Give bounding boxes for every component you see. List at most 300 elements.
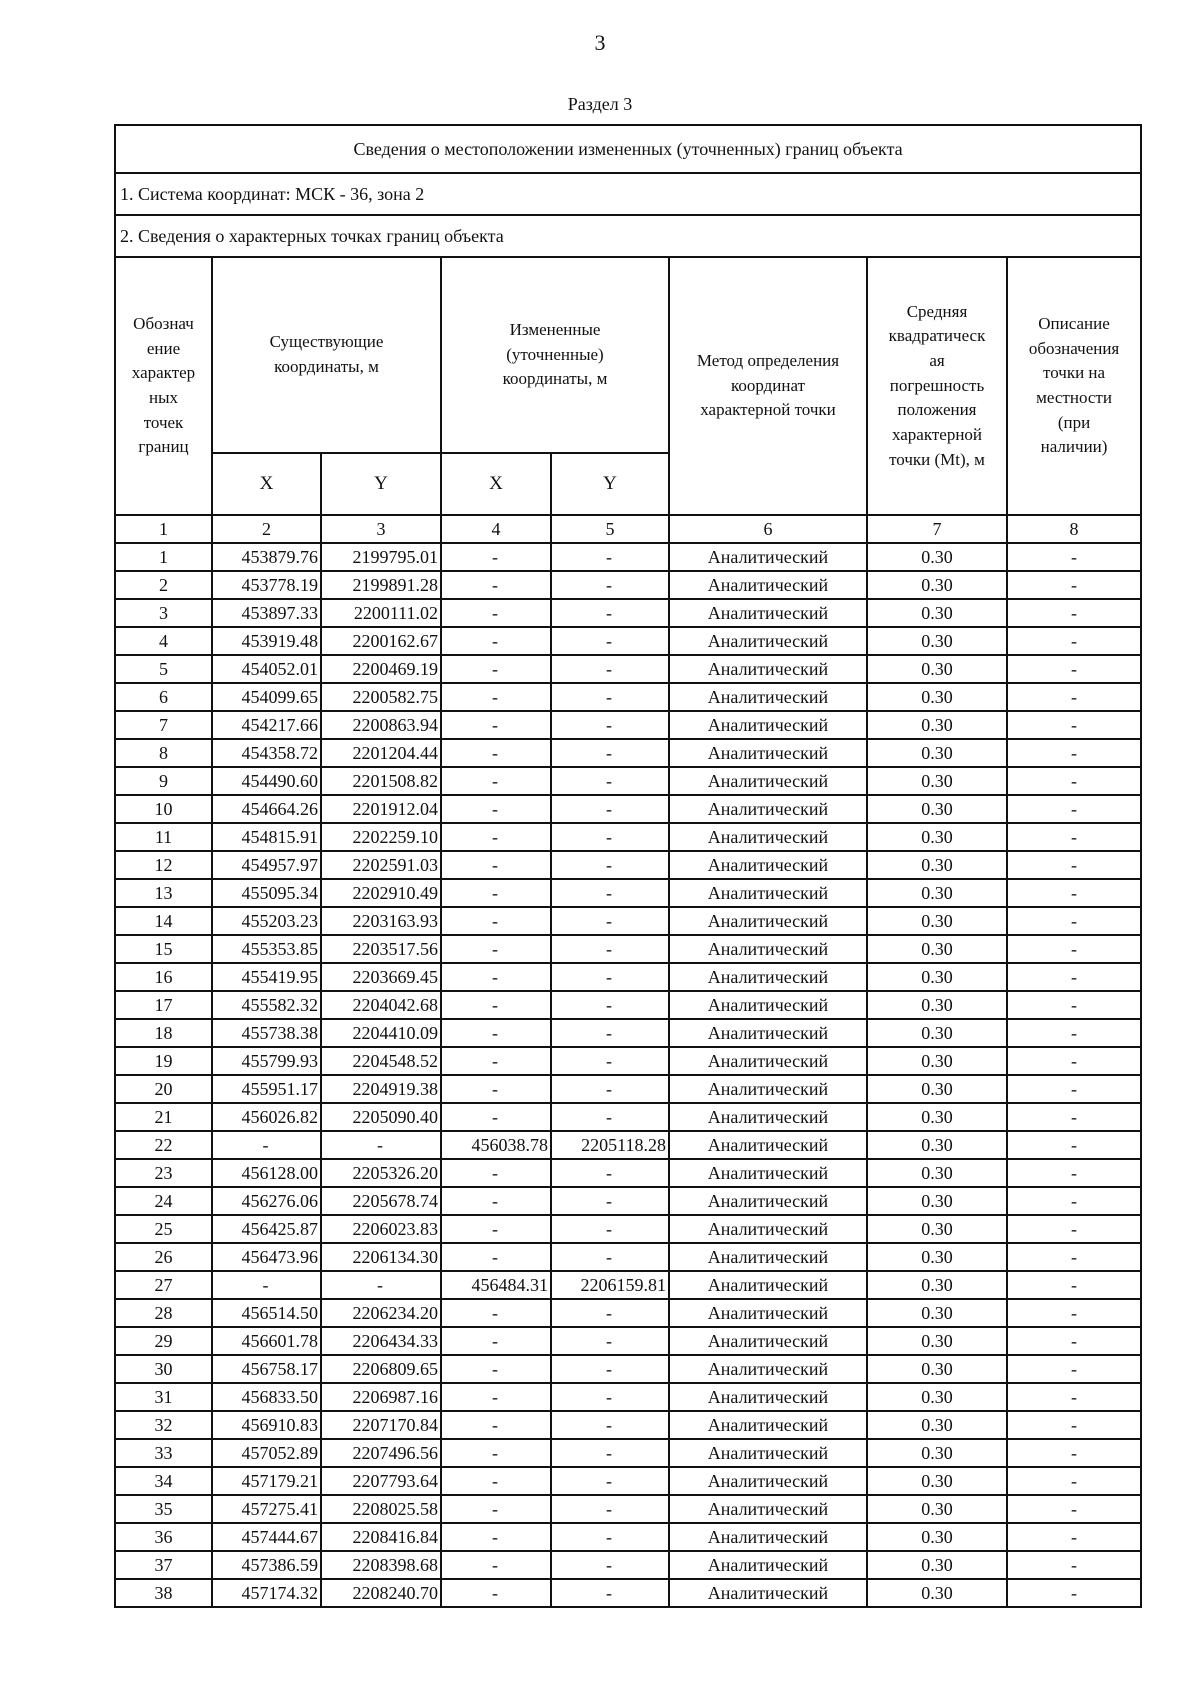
mean-error-cell: 0.30 [867,1327,1007,1355]
point-id-cell: 26 [115,1243,212,1271]
changed-y-cell: - [551,711,669,739]
changed-x-cell: - [441,963,551,991]
changed-x-cell: - [441,1467,551,1495]
changed-y-cell: - [551,1243,669,1271]
changed-x-cell: - [441,1103,551,1131]
point-id-cell: 29 [115,1327,212,1355]
description-cell: - [1007,1299,1141,1327]
header-changed-l2: (уточненные) [506,344,604,364]
existing-x-cell: 454957.97 [212,851,321,879]
table-row [115,1271,1141,1299]
changed-x-cell: - [441,1495,551,1523]
changed-x-cell: - [441,1215,551,1243]
point-id-cell: 32 [115,1411,212,1439]
table-row [115,1103,1141,1131]
table-row [115,907,1141,935]
mean-error-cell: 0.30 [867,1075,1007,1103]
changed-y-cell: - [551,1047,669,1075]
table-row [115,1495,1141,1523]
point-id-cell: 3 [115,599,212,627]
section-title: Раздел 3 [567,94,633,114]
existing-x-cell: 453879.76 [212,543,321,571]
mean-error-cell: 0.30 [867,1159,1007,1187]
changed-y-cell: - [551,655,669,683]
header-method-l2: координат [730,375,806,395]
existing-y-cell: - [321,1271,441,1299]
description-cell: - [1007,1467,1141,1495]
point-id-cell: 2 [115,571,212,599]
changed-x-cell: - [441,1075,551,1103]
column-number: 6 [669,515,867,543]
changed-y-cell: - [551,1551,669,1579]
mean-error-cell: 0.30 [867,963,1007,991]
header-point-designation-l5: точек [143,412,184,432]
description-cell: - [1007,739,1141,767]
mean-error-cell: 0.30 [867,879,1007,907]
changed-y-cell: - [551,1579,669,1607]
header-error-l7: точки (Mt), м [889,449,985,469]
header-point-designation-l6: границ [138,437,189,457]
changed-y-cell: - [551,1523,669,1551]
existing-y-cell: 2204410.09 [321,1019,441,1047]
changed-y-cell: - [551,1439,669,1467]
changed-x-cell: - [441,907,551,935]
existing-y-cell: 2203517.56 [321,935,441,963]
method-cell: Аналитический [669,1271,867,1299]
existing-y-cell: 2207496.56 [321,1439,441,1467]
existing-x-cell: 453919.48 [212,627,321,655]
method-cell: Аналитический [669,1467,867,1495]
existing-x-cell: 455951.17 [212,1075,321,1103]
method-cell: Аналитический [669,907,867,935]
method-cell: Аналитический [669,1187,867,1215]
description-cell: - [1007,879,1141,907]
changed-x-cell: 456038.78 [441,1131,551,1159]
existing-x-cell: 456425.87 [212,1215,321,1243]
changed-y-cell: - [551,627,669,655]
existing-x-cell: 457179.21 [212,1467,321,1495]
description-cell: - [1007,1187,1141,1215]
method-cell: Аналитический [669,1383,867,1411]
changed-x-cell: - [441,1159,551,1187]
existing-y-cell: 2208240.70 [321,1579,441,1607]
table-row [115,739,1141,767]
existing-y-cell: 2206809.65 [321,1355,441,1383]
changed-y-cell: - [551,1467,669,1495]
existing-x-cell: 456833.50 [212,1383,321,1411]
table-row [115,1075,1141,1103]
header-method-l1: Метод определения [696,351,840,371]
method-cell: Аналитический [669,1243,867,1271]
description-cell: - [1007,1383,1141,1411]
table-row [115,655,1141,683]
header-error-l5: положения [897,400,977,420]
point-id-cell: 19 [115,1047,212,1075]
existing-x-cell: 456758.17 [212,1355,321,1383]
header-error-l2: квадратическ [888,326,986,346]
changed-y-cell: - [551,963,669,991]
changed-y-cell: - [551,1355,669,1383]
method-cell: Аналитический [669,1551,867,1579]
description-cell: - [1007,1159,1141,1187]
changed-x-cell: - [441,823,551,851]
changed-y-cell: - [551,683,669,711]
method-cell: Аналитический [669,1103,867,1131]
changed-y-cell: - [551,1019,669,1047]
existing-y-cell: 2203163.93 [321,907,441,935]
changed-y-cell: - [551,1411,669,1439]
existing-x-cell: 457275.41 [212,1495,321,1523]
changed-y-cell: - [551,1075,669,1103]
changed-x-cell: - [441,1299,551,1327]
point-id-cell: 21 [115,1103,212,1131]
header-changed-l3: координаты, м [502,369,608,389]
method-cell: Аналитический [669,683,867,711]
mean-error-cell: 0.30 [867,1215,1007,1243]
changed-x-cell: - [441,1047,551,1075]
point-id-cell: 1 [115,543,212,571]
changed-x-cell: - [441,683,551,711]
description-cell: - [1007,599,1141,627]
description-cell: - [1007,1075,1141,1103]
existing-x-cell: - [212,1131,321,1159]
changed-x-cell: - [441,991,551,1019]
existing-y-cell: 2200863.94 [321,711,441,739]
point-id-cell: 10 [115,795,212,823]
header-changed-l1: Измененные [509,320,601,340]
changed-x-cell: 456484.31 [441,1271,551,1299]
method-cell: Аналитический [669,1159,867,1187]
existing-y-cell: 2200469.19 [321,655,441,683]
description-cell: - [1007,1215,1141,1243]
header-method [669,257,867,515]
header-desc-l1: Описание [1038,314,1110,334]
method-cell: Аналитический [669,767,867,795]
changed-x-cell: - [441,1187,551,1215]
page-number: 3 [594,30,606,55]
method-cell: Аналитический [669,1019,867,1047]
method-cell: Аналитический [669,543,867,571]
existing-x-cell: 456128.00 [212,1159,321,1187]
existing-x-cell: 455419.95 [212,963,321,991]
point-id-cell: 16 [115,963,212,991]
mean-error-cell: 0.30 [867,599,1007,627]
point-id-cell: 11 [115,823,212,851]
description-cell: - [1007,1327,1141,1355]
point-id-cell: 36 [115,1523,212,1551]
existing-y-cell: - [321,1131,441,1159]
method-cell: Аналитический [669,655,867,683]
changed-y-cell: - [551,1327,669,1355]
table-row [115,767,1141,795]
existing-x-cell: 454217.66 [212,711,321,739]
description-cell: - [1007,1047,1141,1075]
existing-y-cell: 2201912.04 [321,795,441,823]
existing-x-cell: 457174.32 [212,1579,321,1607]
point-id-cell: 28 [115,1299,212,1327]
mean-error-cell: 0.30 [867,1187,1007,1215]
existing-x-cell: 455353.85 [212,935,321,963]
description-cell: - [1007,823,1141,851]
point-id-cell: 7 [115,711,212,739]
description-cell: - [1007,1243,1141,1271]
existing-y-cell: 2204548.52 [321,1047,441,1075]
header-method-l3: характерной точки [700,400,836,420]
existing-x-cell: 455799.93 [212,1047,321,1075]
description-cell: - [1007,1019,1141,1047]
column-number: 1 [115,515,212,543]
description-cell: - [1007,1271,1141,1299]
existing-x-cell: 456910.83 [212,1411,321,1439]
header-error-l6: характерной [891,424,983,444]
table-row [115,1131,1141,1159]
changed-x-cell: - [441,1243,551,1271]
header-desc-l2: обозначения [1028,338,1120,358]
method-cell: Аналитический [669,1131,867,1159]
method-cell: Аналитический [669,1075,867,1103]
table-row [115,1551,1141,1579]
header-existing-y: Y [321,453,441,515]
point-id-cell: 15 [115,935,212,963]
column-number: 2 [212,515,321,543]
description-cell: - [1007,655,1141,683]
changed-y-cell: - [551,1103,669,1131]
mean-error-cell: 0.30 [867,1495,1007,1523]
description-cell: - [1007,1131,1141,1159]
point-id-cell: 27 [115,1271,212,1299]
changed-y-cell: - [551,739,669,767]
header-description [1007,257,1141,515]
table-row [115,1243,1141,1271]
existing-y-cell: 2201204.44 [321,739,441,767]
changed-x-cell: - [441,935,551,963]
existing-x-cell: 454490.60 [212,767,321,795]
description-cell: - [1007,1551,1141,1579]
changed-y-cell: 2205118.28 [551,1131,669,1159]
table-row [115,851,1141,879]
mean-error-cell: 0.30 [867,711,1007,739]
existing-y-cell: 2202259.10 [321,823,441,851]
method-cell: Аналитический [669,1047,867,1075]
point-id-cell: 34 [115,1467,212,1495]
point-id-cell: 23 [115,1159,212,1187]
method-cell: Аналитический [669,1299,867,1327]
existing-y-cell: 2205090.40 [321,1103,441,1131]
method-cell: Аналитический [669,627,867,655]
header-existing-coords [212,257,441,453]
changed-x-cell: - [441,795,551,823]
existing-x-cell: 454099.65 [212,683,321,711]
description-cell: - [1007,683,1141,711]
method-cell: Аналитический [669,991,867,1019]
table-title: Сведения о местоположении измененных (уточненных) границ объекта [115,125,1141,173]
table-row [115,879,1141,907]
changed-y-cell: - [551,795,669,823]
existing-y-cell: 2203669.45 [321,963,441,991]
mean-error-cell: 0.30 [867,1579,1007,1607]
changed-x-cell: - [441,627,551,655]
existing-y-cell: 2206134.30 [321,1243,441,1271]
changed-y-cell: - [551,907,669,935]
mean-error-cell: 0.30 [867,1271,1007,1299]
table-row [115,1411,1141,1439]
header-point-designation-l4: ных [148,388,179,407]
point-id-cell: 13 [115,879,212,907]
mean-error-cell: 0.30 [867,1355,1007,1383]
header-desc-l6: наличии) [1040,437,1108,457]
header-desc-l4: местности [1036,388,1112,407]
header-changed-y: Y [551,453,669,515]
coordinate-system: 1. Система координат: МСК - 36, зона 2 [115,173,1141,215]
table-row [115,935,1141,963]
point-id-cell: 35 [115,1495,212,1523]
method-cell: Аналитический [669,1355,867,1383]
changed-y-cell: - [551,599,669,627]
existing-y-cell: 2206434.33 [321,1327,441,1355]
existing-x-cell: 454815.91 [212,823,321,851]
existing-x-cell: 455582.32 [212,991,321,1019]
mean-error-cell: 0.30 [867,655,1007,683]
description-cell: - [1007,1439,1141,1467]
existing-y-cell: 2199891.28 [321,571,441,599]
column-number: 7 [867,515,1007,543]
table-row [115,711,1141,739]
header-existing-l1: Существующие [269,332,384,352]
mean-error-cell: 0.30 [867,1131,1007,1159]
mean-error-cell: 0.30 [867,1103,1007,1131]
existing-y-cell: 2204919.38 [321,1075,441,1103]
method-cell: Аналитический [669,795,867,823]
header-point-designation-l1: Обознач [133,314,194,334]
header-existing-x: X [212,453,321,515]
method-cell: Аналитический [669,851,867,879]
table-row [115,1467,1141,1495]
column-number: 3 [321,515,441,543]
point-id-cell: 37 [115,1551,212,1579]
existing-y-cell: 2206234.20 [321,1299,441,1327]
header-changed-coords [441,257,669,453]
existing-y-cell: 2206023.83 [321,1215,441,1243]
existing-x-cell: 456026.82 [212,1103,321,1131]
existing-x-cell: 454664.26 [212,795,321,823]
description-cell: - [1007,1355,1141,1383]
header-error-l4: погрешность [889,375,985,395]
existing-x-cell: 455203.23 [212,907,321,935]
existing-x-cell: 457444.67 [212,1523,321,1551]
changed-x-cell: - [441,851,551,879]
column-number: 5 [551,515,669,543]
header-existing-l2: координаты, м [274,357,379,376]
changed-x-cell: - [441,1579,551,1607]
table-row [115,543,1141,571]
description-cell: - [1007,711,1141,739]
header-point-designation-l3: характер [131,363,196,383]
mean-error-cell: 0.30 [867,739,1007,767]
mean-error-cell: 0.30 [867,1551,1007,1579]
changed-x-cell: - [441,599,551,627]
description-cell: - [1007,543,1141,571]
existing-y-cell: 2200582.75 [321,683,441,711]
changed-x-cell: - [441,711,551,739]
table-row [115,683,1141,711]
mean-error-cell: 0.30 [867,543,1007,571]
changed-y-cell: - [551,543,669,571]
description-cell: - [1007,963,1141,991]
changed-y-cell: - [551,1159,669,1187]
description-cell: - [1007,1495,1141,1523]
description-cell: - [1007,795,1141,823]
changed-x-cell: - [441,1439,551,1467]
description-cell: - [1007,907,1141,935]
method-cell: Аналитический [669,1411,867,1439]
changed-y-cell: 2206159.81 [551,1271,669,1299]
existing-y-cell: 2202910.49 [321,879,441,907]
changed-x-cell: - [441,1411,551,1439]
header-point-designation-l2: ение [146,338,181,358]
changed-x-cell: - [441,543,551,571]
existing-y-cell: 2205326.20 [321,1159,441,1187]
changed-y-cell: - [551,1495,669,1523]
changed-x-cell: - [441,1327,551,1355]
point-id-cell: 8 [115,739,212,767]
mean-error-cell: 0.30 [867,907,1007,935]
method-cell: Аналитический [669,1523,867,1551]
method-cell: Аналитический [669,739,867,767]
point-id-cell: 4 [115,627,212,655]
changed-x-cell: - [441,1019,551,1047]
changed-x-cell: - [441,1551,551,1579]
existing-x-cell: 453897.33 [212,599,321,627]
table-row [115,1439,1141,1467]
changed-y-cell: - [551,1383,669,1411]
mean-error-cell: 0.30 [867,627,1007,655]
description-cell: - [1007,767,1141,795]
point-id-cell: 5 [115,655,212,683]
point-id-cell: 20 [115,1075,212,1103]
points-caption: 2. Сведения о характерных точках границ объекта [115,215,1141,257]
description-cell: - [1007,1103,1141,1131]
mean-error-cell: 0.30 [867,683,1007,711]
mean-error-cell: 0.30 [867,795,1007,823]
changed-x-cell: - [441,767,551,795]
mean-error-cell: 0.30 [867,1523,1007,1551]
header-error-l1: Средняя [906,301,968,321]
existing-x-cell: 456514.50 [212,1299,321,1327]
existing-x-cell: 457386.59 [212,1551,321,1579]
existing-x-cell: 453778.19 [212,571,321,599]
changed-x-cell: - [441,879,551,907]
mean-error-cell: 0.30 [867,1243,1007,1271]
changed-x-cell: - [441,739,551,767]
changed-y-cell: - [551,879,669,907]
header-mean-error [867,257,1007,515]
existing-y-cell: 2208025.58 [321,1495,441,1523]
existing-y-cell: 2205678.74 [321,1187,441,1215]
method-cell: Аналитический [669,599,867,627]
description-cell: - [1007,1523,1141,1551]
header-error-l3: ая [929,351,945,371]
mean-error-cell: 0.30 [867,935,1007,963]
changed-x-cell: - [441,1523,551,1551]
method-cell: Аналитический [669,823,867,851]
existing-x-cell: - [212,1271,321,1299]
description-cell: - [1007,627,1141,655]
column-numbers-row [115,515,1141,543]
existing-x-cell: 454052.01 [212,655,321,683]
table-row [115,823,1141,851]
changed-y-cell: - [551,1299,669,1327]
point-id-cell: 24 [115,1187,212,1215]
